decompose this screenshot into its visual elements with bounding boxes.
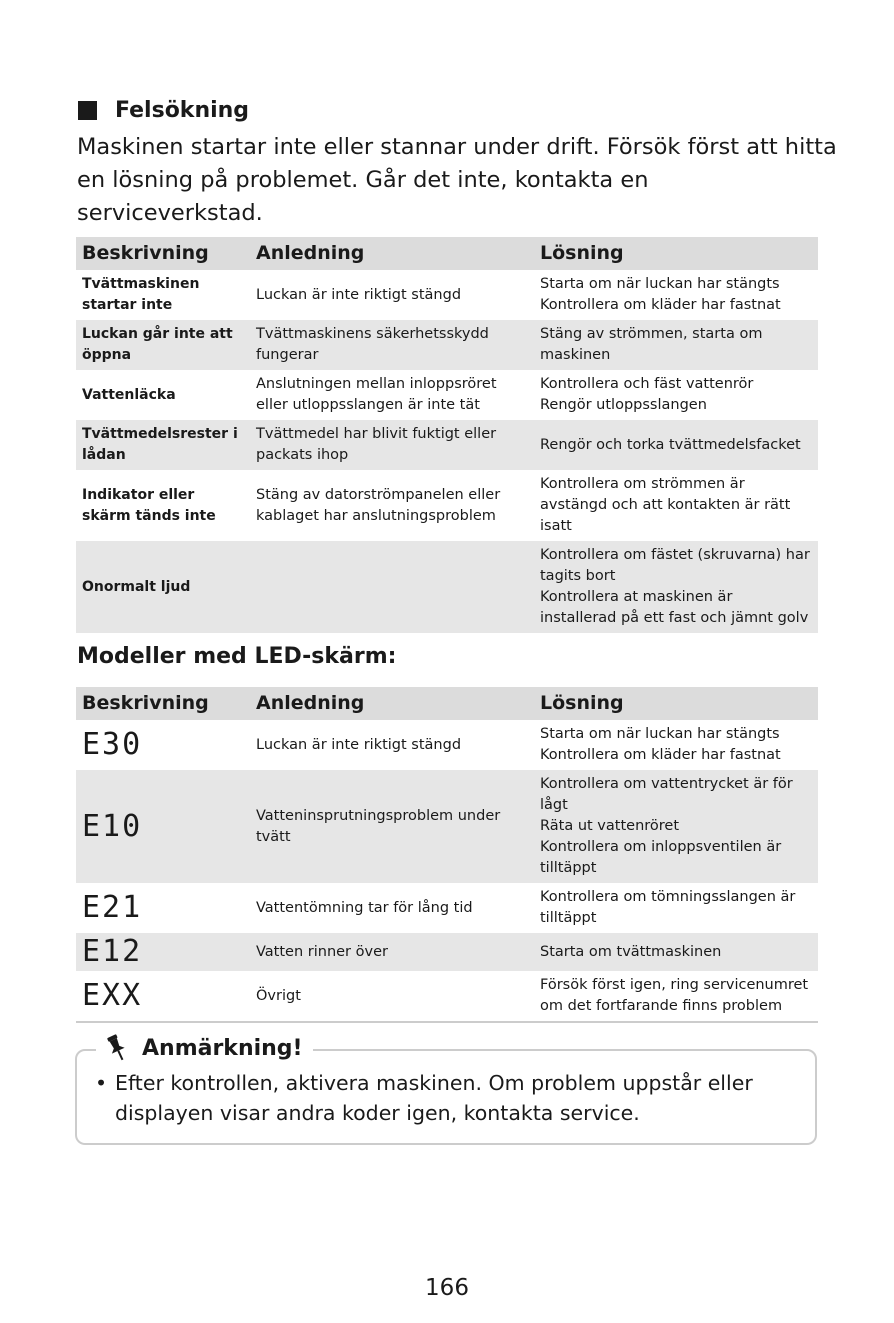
error-code-display: EXX bbox=[82, 978, 143, 1013]
led-error-code-table bbox=[76, 687, 818, 1023]
solution-line: Kontrollera om kläder har fastnat bbox=[540, 297, 781, 313]
solution-line: Starta om när luckan har stängts bbox=[540, 276, 780, 292]
solution-line: Rengör utloppsslangen bbox=[540, 397, 707, 413]
solution-line: Rengör och torka tvättmedelsfacket bbox=[540, 436, 801, 453]
table-header-row bbox=[76, 687, 818, 720]
bullet-icon: • bbox=[95, 1071, 108, 1095]
row-solution bbox=[534, 933, 818, 971]
error-code-display: E12 bbox=[76, 933, 250, 971]
table-row bbox=[76, 470, 818, 541]
row-cause: Tvättmedel har blivit fuktigt eller packats ihop bbox=[250, 420, 534, 470]
note-item bbox=[95, 1068, 795, 1128]
row-cause: Stäng av datorströmpanelen eller kablaget har anslutningsproblem bbox=[256, 486, 501, 524]
header-cause: Anledning bbox=[250, 237, 534, 270]
solution-line: Kontrollera om strömmen är avstängd och att kontakten är rätt isatt bbox=[540, 476, 791, 534]
row-description: Luckan går inte att öppna bbox=[76, 320, 250, 370]
table-row bbox=[76, 270, 818, 320]
solution-line: Kontrollera och fäst vattenrör bbox=[540, 376, 754, 392]
table-row bbox=[76, 720, 818, 770]
note-title: Anmärkning! bbox=[142, 1035, 303, 1061]
troubleshooting-table bbox=[76, 237, 818, 633]
error-code-display: E30 bbox=[82, 727, 143, 762]
section-title-text: Felsökning bbox=[115, 97, 250, 123]
error-code-display: E21 bbox=[82, 890, 143, 925]
row-solution bbox=[534, 270, 818, 320]
solution-line: Starta om tvättmaskinen bbox=[540, 943, 722, 960]
row-solution bbox=[534, 541, 818, 633]
header-description: Beskrivning bbox=[76, 687, 250, 720]
solution-line: Stäng av strömmen, starta om maskinen bbox=[540, 326, 763, 363]
intro-paragraph: Maskinen startar inte eller stannar under drift. Försök först att hitta en lösning på problemet. Går det inte, kontakta en serviceverkstad. bbox=[77, 134, 837, 226]
row-solution bbox=[534, 770, 818, 883]
solution-line: Kontrollera at maskinen är installerad på ett fast och jämnt golv bbox=[540, 589, 809, 626]
led-models-heading: Modeller med LED-skärm: bbox=[77, 644, 397, 669]
table-row bbox=[76, 320, 818, 370]
row-cause: Luckan är inte riktigt stängd bbox=[256, 286, 462, 303]
row-cause: Övrigt bbox=[256, 987, 301, 1004]
row-description: Indikator eller skärm tänds inte bbox=[82, 486, 216, 524]
row-cause: Vattentömning tar för lång tid bbox=[256, 899, 473, 916]
table-row bbox=[76, 933, 818, 971]
table-row bbox=[76, 770, 818, 883]
row-solution bbox=[534, 370, 818, 420]
row-description: Tvättmedelsrester i lådan bbox=[76, 420, 250, 470]
error-code-display: E10 bbox=[76, 770, 250, 883]
row-description: Vattenläcka bbox=[82, 386, 176, 403]
table-row bbox=[76, 971, 818, 1022]
row-solution bbox=[534, 420, 818, 470]
solution-line: Kontrollera om tömningsslangen är tilltäppt bbox=[540, 889, 796, 926]
row-cause: Vatteninsprutningsproblem under tvätt bbox=[250, 770, 534, 883]
page-number: 166 bbox=[425, 1275, 469, 1301]
section-title bbox=[78, 94, 249, 126]
solution-line: Kontrollera om vattentrycket är för lågt bbox=[540, 776, 793, 813]
table-row bbox=[76, 883, 818, 933]
row-solution bbox=[534, 470, 818, 541]
header-solution: Lösning bbox=[534, 687, 818, 720]
solution-line: Försök först igen, ring servicenumret om det fortfarande finns problem bbox=[540, 977, 809, 1014]
row-description: Onormalt ljud bbox=[76, 541, 250, 633]
table-row bbox=[76, 541, 818, 633]
row-solution bbox=[534, 971, 818, 1022]
table-row bbox=[76, 420, 818, 470]
solution-line: Räta ut vattenröret bbox=[540, 818, 680, 834]
solution-line: Starta om när luckan har stängts bbox=[540, 726, 780, 742]
row-cause: Tvättmaskinens säkerhetsskydd fungerar bbox=[250, 320, 534, 370]
row-description: Tvättmaskinen startar inte bbox=[82, 276, 200, 313]
row-solution bbox=[534, 720, 818, 770]
note-text: Efter kontrollen, aktivera maskinen. Om problem uppstår eller displayen visar andra koder igen, kontakta service. bbox=[115, 1071, 753, 1125]
header-cause: Anledning bbox=[250, 687, 534, 720]
row-cause bbox=[250, 541, 534, 633]
row-cause: Anslutningen mellan inloppsröret eller utloppsslangen är inte tät bbox=[256, 376, 497, 413]
solution-line: Kontrollera om inloppsventilen är tilltäppt bbox=[540, 839, 782, 876]
solution-line: Kontrollera om kläder har fastnat bbox=[540, 747, 781, 763]
table-row bbox=[76, 370, 818, 420]
row-solution bbox=[534, 883, 818, 933]
row-cause: Vatten rinner över bbox=[250, 933, 534, 971]
note-header bbox=[96, 1031, 313, 1065]
header-description: Beskrivning bbox=[76, 237, 250, 270]
row-cause: Luckan är inte riktigt stängd bbox=[256, 736, 462, 753]
pushpin-icon bbox=[104, 1033, 130, 1063]
table-header-row bbox=[76, 237, 818, 270]
header-solution: Lösning bbox=[534, 237, 818, 270]
square-bullet-icon bbox=[78, 101, 97, 120]
row-solution bbox=[534, 320, 818, 370]
solution-line: Kontrollera om fästet (skruvarna) har tagits bort bbox=[540, 547, 810, 584]
